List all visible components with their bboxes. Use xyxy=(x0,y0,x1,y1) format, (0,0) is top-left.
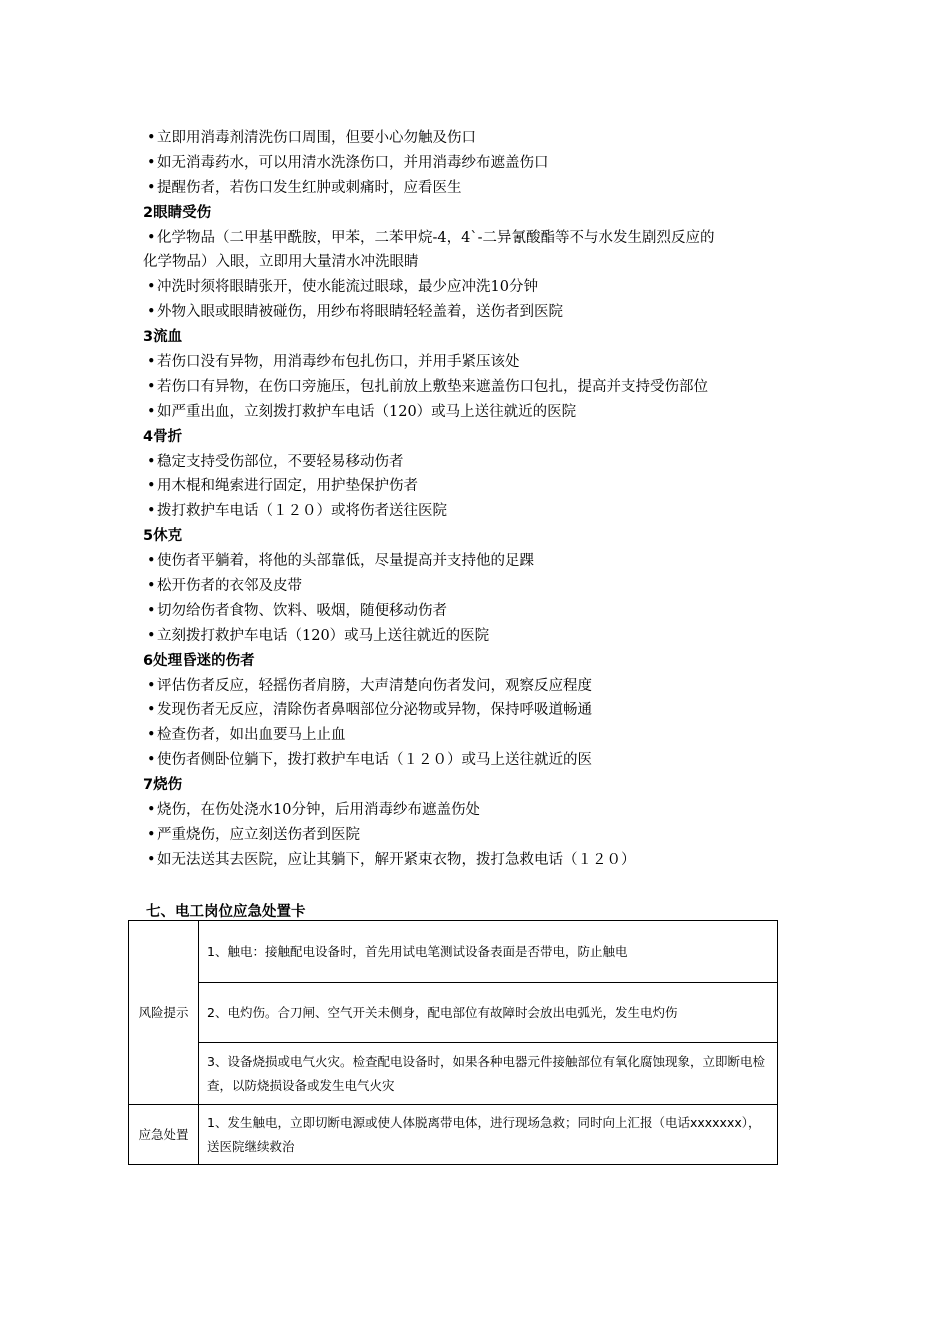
list-item: •外物入眼或眼睛被碰伤，用纱布将眼睛轻轻盖着，送伤者到医院 xyxy=(147,304,563,321)
first-aid-content xyxy=(143,126,843,873)
table-row xyxy=(129,1043,778,1105)
response-cell: 1、发生触电，立即切断电源或使人体脱离带电体，进行现场急救；同时向上汇报（电话xxxxxxx），送医院继续救治 xyxy=(199,1105,778,1165)
section-heading-fracture: 4骨折 xyxy=(143,428,183,445)
risk-cell: 3、设备烧损或电气火灾。检查配电设备时，如果各种电器元件接触部位有氧化腐蚀现象，立即断电检查，以防烧损设备或发生电气火灾 xyxy=(199,1043,778,1105)
list-item: •严重烧伤，应立刻送伤者到医院 xyxy=(147,826,360,843)
list-item: •使伤者侧卧位躺下，拨打救护车电话（１２０）或马上送往就近的医 xyxy=(147,752,592,769)
table-row xyxy=(129,1105,778,1165)
list-item: •如无法送其去医院，应让其躺下，解开紧束衣物，拨打急救电话（１２０） xyxy=(147,851,636,868)
risk-label-cell: 风险提示 xyxy=(129,921,199,1105)
list-item: •若伤口有异物，在伤口旁施压，包扎前放上敷垫来遮盖伤口包扎，提高并支持受伤部位 xyxy=(147,378,708,395)
section-heading-eye: 2眼睛受伤 xyxy=(143,204,212,221)
list-item: •化学物品（二甲基甲酰胺，甲苯，二苯甲烷-4，4`-二异氰酸酯等不与水发生剧烈反应的 xyxy=(147,229,715,246)
list-item: •如无消毒药水，可以用清水洗涤伤口，并用消毒纱布遮盖伤口 xyxy=(147,154,549,171)
list-item: •用木棍和绳索进行固定，用护垫保护伤者 xyxy=(147,478,418,495)
list-item: •立即用消毒剂清洗伤口周围，但要小心勿触及伤口 xyxy=(147,130,476,146)
emergency-card-table xyxy=(128,920,778,1165)
section-heading-unconscious: 6处理昏迷的伤者 xyxy=(143,652,255,669)
list-item: •松开伤者的衣邻及皮带 xyxy=(147,578,302,595)
list-item: •提醒伤者，若伤口发生红肿或刺痛时，应看医生 xyxy=(147,179,462,196)
table-row xyxy=(129,921,778,983)
list-item: •如严重出血，立刻拨打救护车电话（120）或马上送往就近的医院 xyxy=(147,403,577,420)
list-item: •检查伤者，如出血要马上止血 xyxy=(147,727,346,744)
list-item: •拨打救护车电话（１２０）或将伤者送往医院 xyxy=(147,503,447,520)
section-heading-shock: 5休克 xyxy=(143,528,183,545)
list-item-continuation: 化学物品）入眼，立即用大量清水冲洗眼睛 xyxy=(143,254,419,271)
list-item: •烧伤，在伤处浇水10分钟，后用消毒纱布遮盖伤处 xyxy=(147,802,480,819)
section-heading-burn: 7烧伤 xyxy=(143,777,183,794)
list-item: •评估伤者反应，轻摇伤者肩膀，大声清楚向伤者发问，观察反应程度 xyxy=(147,677,592,694)
risk-cell: 1、触电：接触配电设备时，首先用试电笔测试设备表面是否带电，防止触电 xyxy=(199,921,778,983)
table-row xyxy=(129,983,778,1043)
card-title: 七、电工岗位应急处置卡 xyxy=(146,904,306,920)
list-item: •发现伤者无反应，清除伤者鼻咽部位分泌物或异物，保持呼吸道畅通 xyxy=(147,702,592,719)
list-item: •切勿给伤者食物、饮料、吸烟，随便移动伤者 xyxy=(147,602,447,619)
section-heading-bleeding: 3流血 xyxy=(143,329,183,346)
list-item: •若伤口没有异物，用消毒纱布包扎伤口，并用手紧压该处 xyxy=(147,354,520,371)
list-item: •冲洗时须将眼睛张开，使水能流过眼球，最少应冲洗10分钟 xyxy=(147,279,538,296)
risk-cell: 2、电灼伤。合刀闸、空气开关未侧身，配电部位有故障时会放出电弧光，发生电灼伤 xyxy=(199,983,778,1043)
list-item: •稳定支持受伤部位，不要轻易移动伤者 xyxy=(147,453,404,470)
list-item: •立刻拨打救护车电话（120）或马上送往就近的医院 xyxy=(147,627,490,644)
list-item: •使伤者平躺着，将他的头部靠低，尽量提高并支持他的足踝 xyxy=(147,553,534,570)
response-label-cell: 应急处置 xyxy=(129,1105,199,1165)
